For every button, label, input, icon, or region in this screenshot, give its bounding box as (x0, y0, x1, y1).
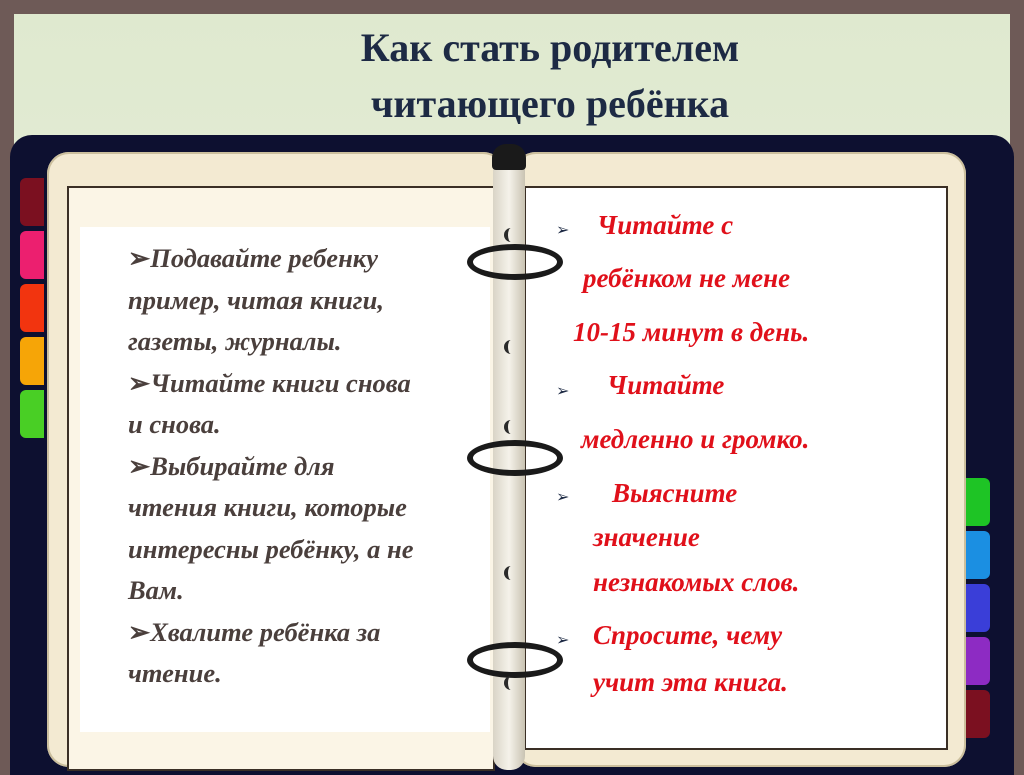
title-line-1: Как стать родителем (360, 25, 740, 70)
arrow-bullet-icon: ➢ (128, 367, 151, 398)
left-line: чтения книги, которые (128, 492, 407, 522)
title-line-2: читающего ребёнка (370, 81, 730, 126)
left-tab-2 (20, 231, 44, 279)
arrow-bullet-icon: ➢ (556, 630, 570, 649)
left-line: и снова. (128, 409, 221, 439)
arrow-bullet-icon: ➢ (128, 616, 151, 647)
right-line: Читайте с (597, 210, 734, 240)
right-tab-2 (966, 531, 990, 579)
left-line: газеты, журналы. (128, 326, 342, 356)
right-line: незнакомых слов. (593, 567, 800, 597)
right-tab-5 (966, 690, 990, 738)
right-line: Спросите, чему (593, 620, 783, 650)
right-line: учит эта книга. (593, 667, 788, 697)
arrow-bullet-icon: ➢ (128, 243, 151, 273)
left-line: интересны ребёнку, а не (128, 533, 414, 564)
right-tab-1 (966, 478, 990, 526)
spine-top-clip (492, 144, 526, 170)
arrow-bullet-icon: ➢ (128, 450, 151, 481)
left-line: ➢Читайте книги снова (128, 367, 411, 398)
right-line: медленно и громко. (581, 424, 810, 454)
slide-title (0, 20, 1024, 132)
left-tab-4 (20, 337, 44, 385)
right-tab-3 (966, 584, 990, 632)
left-line: Вам. (128, 575, 184, 605)
left-line: ➢Выбирайте для (128, 450, 335, 481)
left-line: чтение. (128, 658, 222, 688)
right-line: значение (593, 522, 700, 552)
left-line: ➢Подавайте ребенку (128, 243, 378, 273)
right-line: Выясните (612, 478, 738, 508)
left-page-text (128, 238, 508, 695)
left-tab-3 (20, 284, 44, 332)
arrow-bullet-icon: ➢ (556, 220, 570, 239)
arrow-bullet-icon: ➢ (556, 487, 570, 506)
right-line: Читайте (607, 370, 725, 400)
left-line: пример, читая книги, (128, 284, 384, 315)
left-line: ➢Хвалите ребёнка за (128, 616, 381, 647)
right-tab-4 (966, 637, 990, 685)
right-line: 10-15 минут в день. (573, 317, 810, 347)
left-tab-1 (20, 178, 44, 226)
left-tab-5 (20, 390, 44, 438)
arrow-bullet-icon: ➢ (556, 381, 570, 400)
right-line: ребёнком не мене (583, 263, 791, 293)
